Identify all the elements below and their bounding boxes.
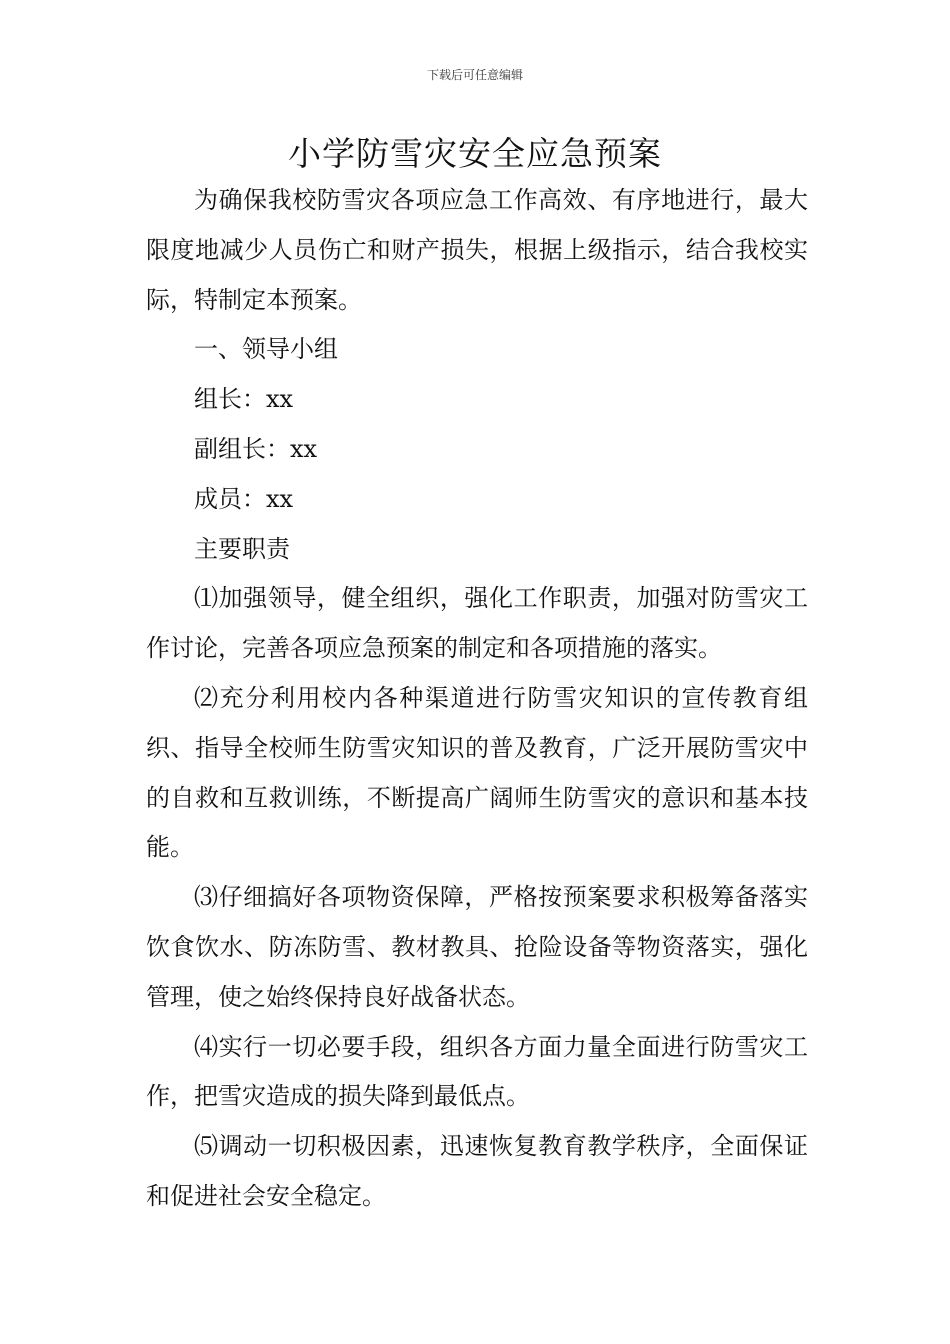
duty-item-2: ⑵充分利用校内各种渠道进行防雪灾知识的宣传教育组织、指导全校师生防雪灾知识的普及教育，广泛开展防雪灾中的自救和互救训练，不断提高广阔师生防雪灾的意识和基本技能。 — [146, 683, 808, 862]
leader-line: 组长：xx — [194, 385, 294, 414]
document-body — [146, 176, 808, 1222]
duty-item-1: ⑴加强领导，健全组织，强化工作职责，加强对防雪灾工作讨论，完善各项应急预案的制定和各项措施的落实。 — [146, 584, 808, 663]
members-line: 成员：xx — [194, 484, 294, 513]
document-title: 小学防雪灾安全应急预案 — [288, 134, 662, 173]
header-note: 下载后可任意编辑 — [426, 68, 523, 82]
deputy-leader-line: 副组长：xx — [194, 434, 318, 463]
duty-item-4: ⑷实行一切必要手段，组织各方面力量全面进行防雪灾工作，把雪灾造成的损失降到最低点。 — [146, 1032, 808, 1111]
duty-item-5: ⑸调动一切积极因素，迅速恢复教育教学秩序，全面保证和促进社会安全稳定。 — [146, 1132, 808, 1210]
intro-paragraph: 为确保我校防雪灾各项应急工作高效、有序地进行，最大限度地减少人员伤亡和财产损失，根据上级指示，结合我校实际，特制定本预案。 — [146, 186, 808, 314]
duty-item-3: ⑶仔细搞好各项物资保障，严格按预案要求积极筹备落实饮食饮水、防冻防雪、教材教具、抢险设备等物资落实，强化管理，使之始终保持良好战备状态。 — [146, 883, 808, 1011]
section-heading-leadership: 一、领导小组 — [194, 335, 338, 364]
duties-heading: 主要职责 — [194, 534, 290, 563]
